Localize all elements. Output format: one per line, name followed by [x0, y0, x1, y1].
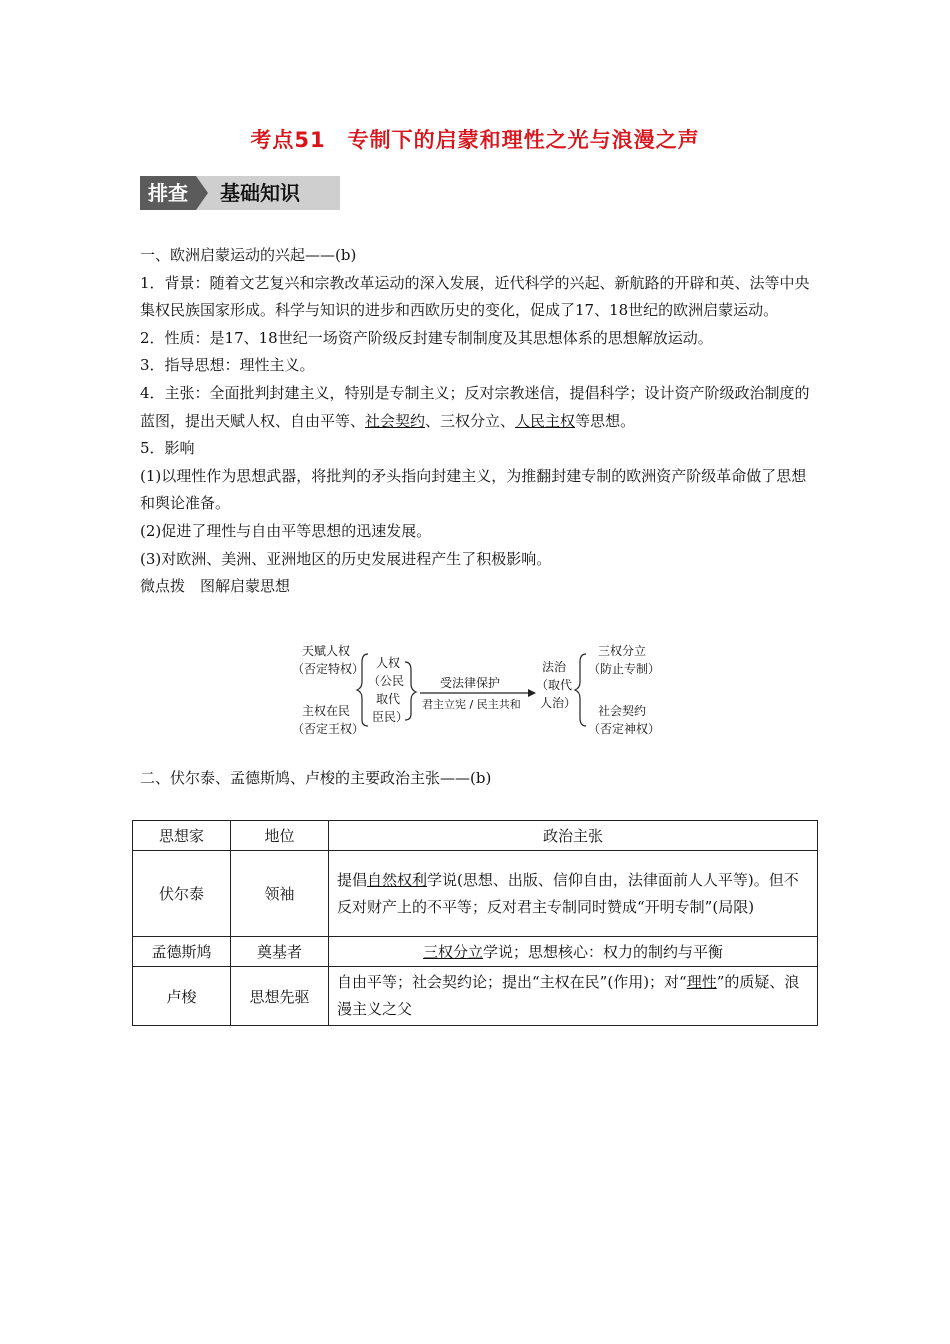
diagram-citizen: （公民	[368, 674, 405, 688]
claims-underline: 自然权利	[367, 870, 428, 889]
section-one-heading: 一、欧洲启蒙运动的兴起——(b)	[140, 246, 357, 264]
thinker-role: 奠基者	[231, 937, 329, 967]
claim-text-c: 等思想。	[575, 411, 636, 430]
diagram-natural-rights-note: （否定特权）	[292, 662, 365, 676]
diagram-rule-of-law: 法治	[542, 660, 567, 674]
thinker-name: 孟德斯鸠	[133, 937, 231, 967]
diagram-arrow-bottom-label: 君主立宪 / 民主共和	[422, 698, 521, 711]
claims-text-rest: ”的质疑、浪漫主义之父	[337, 973, 800, 1018]
thinker-claims	[329, 937, 818, 967]
nature-paragraph: 2．性质：是17、18世纪一场资产阶级反封建专制制度及其思想体系的思想解放运动。	[140, 328, 713, 347]
claims-underline: 三权分立	[422, 943, 483, 961]
thinker-role: 思想先驱	[231, 967, 329, 1026]
influence-item-1: (1)以理性作为思想武器，将批判的矛头指向封建主义，为推翻封建专制的欧洲资产阶级革命做了思想和舆论准备。	[140, 466, 807, 513]
banner-arrow-icon	[196, 176, 208, 210]
claims-text: 自由平等；社会契约论；提出“主权在民”(作用)；对“	[337, 973, 687, 991]
diagram-subject: 臣民）	[372, 710, 409, 724]
thinker-claims	[329, 967, 818, 1026]
claims-text: 提倡	[337, 870, 368, 889]
diagram-rule-replace: （取代	[536, 678, 573, 692]
banner-left-label: 排查	[140, 176, 196, 210]
table-row	[133, 851, 818, 937]
background-paragraph: 1．背景：随着文艺复兴和宗教改革运动的深入发展，近代科学的兴起、新航路的开辟和英、法等中央集权民族国家形成。科学与知识的进步和西欧历史的变化，促成了17、18世纪的欧洲启蒙运动。	[140, 273, 810, 320]
claims-underline: 理性	[686, 973, 717, 991]
influence-item-3: (3)对欧洲、美洲、亚洲地区的历史发展进程产生了积极影响。	[140, 549, 552, 568]
diagram-separation: 三权分立	[598, 644, 647, 658]
thinkers-table	[132, 820, 818, 1026]
diagram-natural-rights: 天赋人权	[302, 644, 351, 658]
header-status: 地位	[231, 821, 329, 851]
diagram-rule-of-man: 人治）	[540, 696, 577, 710]
tip-label: 微点拨 图解启蒙思想	[140, 577, 291, 596]
header-thinker: 思想家	[133, 821, 231, 851]
claim-underline-contract: 社会契约	[365, 411, 426, 430]
diagram-arrow-top-label: 受法律保护	[440, 676, 501, 690]
diagram-human-rights: 人权	[376, 656, 401, 670]
header-claims: 政治主张	[329, 821, 818, 851]
claim-text-b: 、三权分立、	[425, 411, 516, 430]
diagram-contract-note: （否定神权）	[588, 722, 661, 736]
banner-right-label: 基础知识	[220, 181, 300, 205]
diagram-contract: 社会契约	[598, 704, 647, 718]
enlightenment-diagram	[290, 640, 670, 740]
section-two-heading: 二、伏尔泰、孟德斯鸠、卢梭的主要政治主张——(b)	[140, 769, 492, 787]
thinker-role: 领袖	[231, 851, 329, 937]
diagram-sovereignty: 主权在民	[302, 704, 351, 718]
claim-text-a: 4．主张：全面批判封建主义，特别是专制主义；反对宗教迷信，提倡科学；设计资产阶级政治制度的蓝图，提出天赋人权、自由平等、	[140, 383, 810, 430]
diagram-sovereignty-note: （否定王权）	[292, 722, 365, 736]
thinker-claims	[329, 851, 818, 937]
influence-item-2: (2)促进了理性与自由平等思想的迅速发展。	[140, 521, 432, 540]
table-row	[133, 967, 818, 1026]
table-row	[133, 937, 818, 967]
table-header-row	[133, 821, 818, 851]
section-one	[140, 242, 820, 601]
thinker-name: 卢梭	[133, 967, 231, 1026]
influence-heading: 5．影响	[140, 439, 195, 458]
claims-text-rest: 学说(思想、出版、信仰自由，法律面前人人平等)。但不反对财产上的不平等；反对君主专制同时赞成“开明专制”(局限)	[337, 870, 799, 916]
diagram-replace: 取代	[376, 692, 401, 706]
diagram-separation-note: （防止专制）	[588, 662, 661, 676]
page-title: 考点51 专制下的启蒙和理性之光与浪漫之声	[250, 128, 700, 152]
claims-text-rest: 学说；思想核心：权力的制约与平衡	[483, 943, 724, 961]
thinker-name: 伏尔泰	[133, 851, 231, 937]
guide-paragraph: 3．指导思想：理性主义。	[140, 356, 315, 375]
section-banner	[140, 176, 340, 210]
claim-underline-sovereignty: 人民主权	[515, 411, 576, 430]
claim-paragraph	[140, 380, 820, 435]
